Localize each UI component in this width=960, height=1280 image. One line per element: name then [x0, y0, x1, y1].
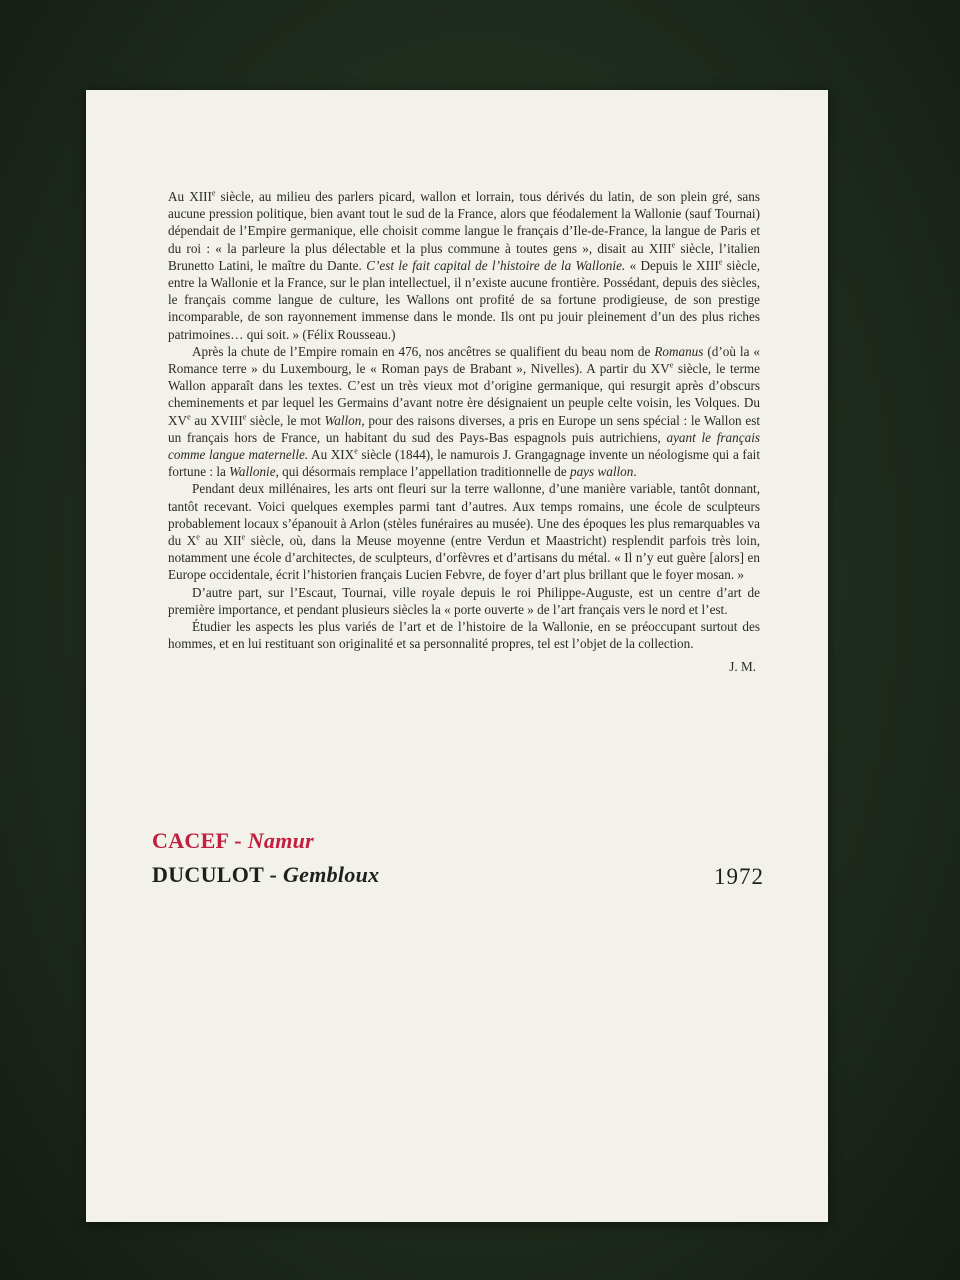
text-segment: Romanus	[654, 343, 704, 359]
text-segment: Étudier les aspects les plus variés de l’art et de l’histoire de la Wallonie, en se préoccupant surtout des hommes, et en lui restituant son originalité et sa personnalité propres, tel est l’objet de la collection.	[168, 619, 760, 652]
text-segment: au XVIII	[190, 412, 243, 428]
text-segment: Pendant deux millénaires, les arts ont fleuri sur la terre wallonne, d’une manière variable, tantôt donnant, tantôt recevant. Voici quelques exemples parmi tant d’autres. Aux temps romains, une école de sculpteurs probablement locaux s’épanouit à Arlon (stèles funéraires au musée). Une des époques les plus remarquables va du X	[168, 481, 760, 549]
text-segment: D’autre part, sur l’Escaut, Tournai, ville royale depuis le roi Philippe-Auguste, est un centre d’art de première importance, et pendant plusieurs siècles la « porte ouverte » de l’art français vers le nord et l’est.	[168, 584, 760, 617]
text-segment: Après la chute de l’Empire romain en 476, nos ancêtres se qualifient du beau nom de	[192, 343, 655, 359]
imprint-duculot	[152, 862, 379, 888]
text-segment: siècle, où, dans la Meuse moyenne (entre Verdun et Maastricht) resplendit parfois très loin, notamment une école d’architectes, de sculpteurs, d’orfèvres et d’artisans du métal. « Il n’y eut guère [alors] en Europe occidentale, écrit l’historien français Lucien Febvre, de foyer d’art plus brillant que le foyer mosan. »	[168, 533, 760, 583]
text-segment: e	[671, 240, 676, 250]
paragraph-3	[168, 480, 760, 583]
publisher-duculot: DUCULOT	[152, 862, 264, 887]
text-segment: Wallon	[324, 412, 362, 428]
city-gembloux: Gembloux	[282, 862, 380, 887]
paragraph-1	[168, 188, 760, 343]
text-segment: « Depuis le XIII	[625, 257, 719, 273]
text-segment: , qui désormais remplace l’appellation traditionnelle de	[275, 464, 570, 480]
paragraph-2	[168, 343, 760, 481]
text-segment: e	[241, 532, 246, 542]
text-segment: C’est le fait capital de l’histoire de la Wallonie.	[366, 257, 626, 273]
publisher-cacef: CACEF	[152, 828, 229, 853]
paragraph-4	[168, 584, 760, 618]
imprint-separator: -	[228, 828, 248, 853]
book-back-cover	[86, 90, 828, 1222]
text-segment: au XII	[199, 533, 242, 549]
text-segment: e	[211, 188, 216, 198]
imprint-cacef	[152, 828, 314, 854]
text-segment: siècle (1844), le namurois J. Grangagnage invente un néologisme qui a fait fortune : la	[168, 447, 760, 480]
text-segment: e	[196, 532, 200, 542]
signature: J. M.	[729, 659, 756, 675]
text-segment: e	[242, 412, 247, 422]
body-text	[168, 188, 760, 676]
imprint-separator: -	[263, 862, 283, 887]
text-segment: siècle, entre la Wallonie et la France, sur le plan intellectuel, il n’existe aucune frontière. Possédant, depuis des siècles, le français comme langue de culture, les Wallons ont profité de sa fortune prodigieuse, de son prestige incomparable, de son rayonnement immense dans le monde. Ils ont pu jouir pleinement d’un des plus riches patrimoines… qui soit. » (Félix Rousseau.)	[168, 257, 760, 342]
text-segment: siècle, le terme Wallon apparaît dans les textes. C’est un très vieux mot d’origine germanique, qui resurgit après d’obscurs cheminements et par lequel les Germains d’avant notre ère désignaient un peuple celte voisin, les Volques. Du XV	[168, 361, 760, 428]
text-segment: e	[669, 360, 674, 370]
text-segment: ayant le français comme langue maternelle.	[168, 429, 760, 463]
text-segment: (d’où la « Romance terre » du Luxembourg, le « Roman pays de Brabant », Nivelles). A partir du XV	[168, 343, 760, 377]
city-namur: Namur	[247, 828, 314, 853]
publication-year: 1972	[714, 864, 764, 889]
text-segment: e	[187, 412, 191, 422]
text-segment: siècle, le mot	[246, 412, 325, 428]
text-segment: , pour des raisons diverses, a pris en Europe un sens spécial : le Wallon est un français hors de France, un habitant du sud des Pays-Bas espagnols puis autrichiens,	[168, 412, 760, 445]
text-segment: e	[354, 446, 358, 456]
text-segment: Au XIX	[308, 447, 355, 463]
text-segment: siècle, l’italien Brunetto Latini, le maître du Dante.	[168, 240, 761, 273]
paragraph-5	[168, 618, 760, 652]
text-segment: e	[718, 257, 723, 267]
text-segment: pays wallon	[569, 464, 634, 480]
text-segment: Au XIII	[168, 189, 212, 204]
text-segment: Wallonie	[229, 464, 276, 480]
text-segment: siècle, au milieu des parlers picard, wallon et lorrain, tous dérivés du latin, de son plein gré, sans aucune pression politique, bien avant tout le sud de la France, alors que féodalement la Wallonie (sauf Tournai) dépendait de l’Empire germanique, elle choisit comme langue le français d’Ile-de-France, la langue de Paris et du roi : « la parleure la plus délectable et la plus commune à toutes gens », disait au XIII	[168, 189, 760, 256]
text-segment: .	[633, 464, 637, 480]
